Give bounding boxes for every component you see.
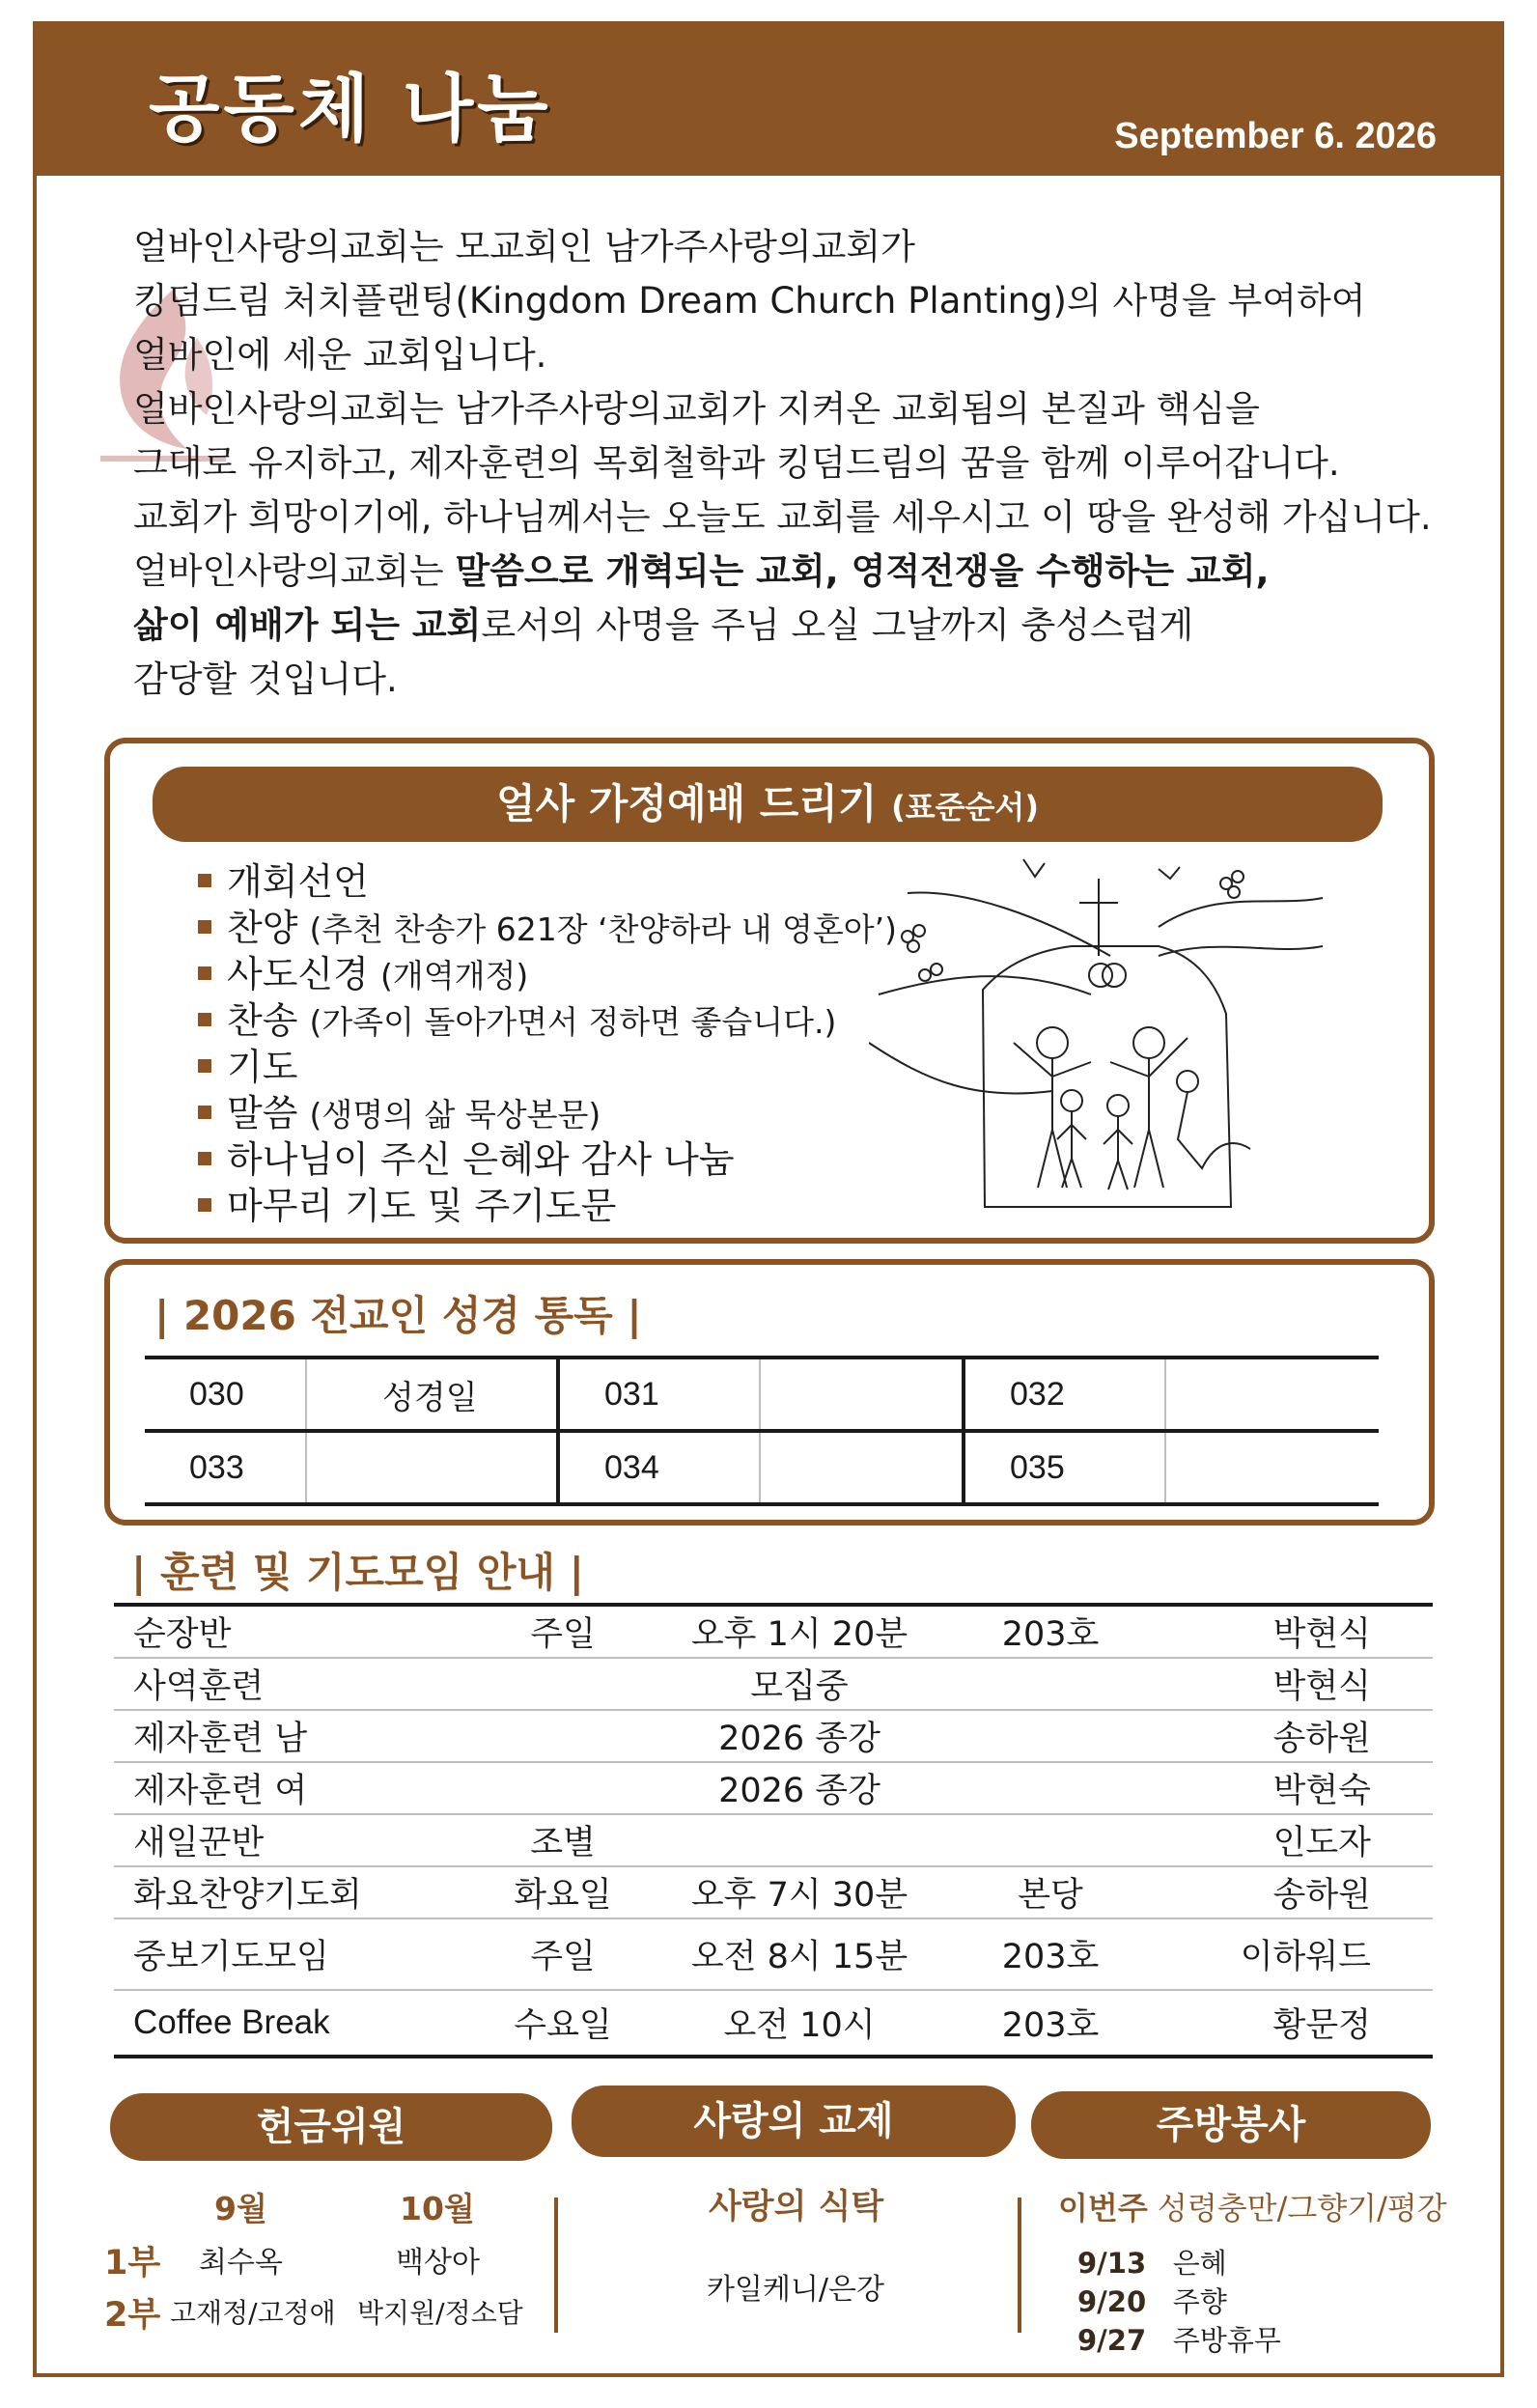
- table-cell: [1165, 1431, 1379, 1504]
- intro-text-plain: 얼바인사랑의교회는: [133, 550, 456, 592]
- table-cell: [964, 1710, 1137, 1762]
- family-worship-title: [153, 767, 1383, 842]
- bible-reading-table: [145, 1356, 1379, 1506]
- table-cell: 송하원: [1137, 1866, 1433, 1918]
- offering-service-1: 1부: [104, 2244, 161, 2282]
- intro-line: 얼바인에 세운 교회입니다.: [133, 334, 547, 376]
- intro-line: 교회가 희망이기에, 하나님께서는 오늘도 교회를 세우시고 이 땅을 완성해 가십니다.: [133, 496, 1432, 538]
- intro-text-bold: 말씀으로 개혁되는 교회, 영적전쟁을 수행하는 교회,: [455, 550, 1270, 592]
- table-cell: 화요찬양기도회: [114, 1866, 490, 1918]
- list-item: [1077, 2242, 1227, 2282]
- table-cell: 모집중: [635, 1658, 964, 1710]
- worship-item-label: 개회선언: [227, 860, 369, 903]
- table-cell: 박현식: [1137, 1605, 1433, 1658]
- worship-order-list: [198, 859, 897, 1230]
- bullet-icon: [198, 1106, 211, 1119]
- table-cell: 033: [145, 1431, 306, 1504]
- family-worship-title-sub: (표준순서): [891, 789, 1039, 826]
- page-date: September 6. 2026: [1114, 116, 1437, 156]
- love-title: 사랑의 교제: [572, 2086, 1016, 2157]
- table-cell: 인도자: [1137, 1814, 1433, 1866]
- offering-name: 최수옥: [199, 2246, 283, 2280]
- table-cell: 중보기도모임: [114, 1918, 490, 1990]
- bible-reading-title: | 2026 전교인 성경 통독 |: [154, 1292, 642, 1339]
- table-cell: 032: [964, 1358, 1165, 1431]
- table-row: [114, 1814, 1433, 1866]
- list-item: [1077, 2319, 1281, 2359]
- list-item: [198, 859, 897, 906]
- kitchen-date: 9/20: [1077, 2285, 1147, 2318]
- table-cell: 화요일: [490, 1866, 635, 1918]
- table-cell: 성경일: [306, 1358, 558, 1431]
- kitchen-this-week-label: 이번주: [1058, 2190, 1148, 2226]
- bullet-icon: [198, 1198, 211, 1212]
- table-cell: 송하원: [1137, 1710, 1433, 1762]
- intro-line: 킹덤드림 처치플랜팅(Kingdom Dream Church Planting)의 사명을 부여하여: [133, 280, 1366, 322]
- bullet-icon: [198, 1013, 211, 1026]
- table-row: [114, 1918, 1433, 1990]
- intro-line: [133, 599, 1466, 653]
- table-cell: 제자훈련 여: [114, 1762, 490, 1814]
- table-cell: 031: [558, 1358, 760, 1431]
- table-cell: [490, 1710, 635, 1762]
- church-family-illustration: [869, 850, 1332, 1217]
- table-cell: [964, 1762, 1137, 1814]
- list-item: [198, 1184, 897, 1230]
- bullet-icon: [198, 874, 211, 887]
- kitchen-title: 주방봉사: [1031, 2091, 1431, 2159]
- love-value: 카일케니/은강: [707, 2273, 884, 2307]
- table-row: [114, 1866, 1433, 1918]
- kitchen-name: 은혜: [1172, 2247, 1227, 2280]
- table-row: [145, 1358, 1379, 1431]
- table-cell: 주일: [490, 1918, 635, 1990]
- table-cell: [306, 1431, 558, 1504]
- training-table: [114, 1603, 1433, 2058]
- table-cell: 오후 7시 30분: [635, 1866, 964, 1918]
- list-item: [198, 952, 897, 998]
- table-cell: [1165, 1358, 1379, 1431]
- divider: [1018, 2198, 1021, 2333]
- page-title: 공동체 나눔: [149, 66, 552, 152]
- table-cell: 203호: [964, 1605, 1137, 1658]
- bullet-icon: [198, 1152, 211, 1165]
- worship-item-label: 하나님이 주신 은혜와 감사 나눔: [227, 1138, 735, 1181]
- table-cell: 새일꾼반: [114, 1814, 490, 1866]
- offering-name: 백상아: [396, 2246, 480, 2280]
- table-cell: [635, 1814, 964, 1866]
- list-item: [198, 1091, 897, 1137]
- table-cell: Coffee Break: [114, 1990, 490, 2057]
- list-item: [1077, 2281, 1227, 2320]
- table-cell: 이하워드: [1137, 1918, 1433, 1990]
- list-item: [198, 998, 897, 1045]
- worship-item-label: 찬양: [227, 907, 298, 949]
- kitchen-name: 주방휴무: [1172, 2324, 1281, 2357]
- intro-text-plain: 로서의 사명을 주님 오실 그날까지 충성스럽게: [481, 604, 1194, 646]
- table-cell: 조별: [490, 1814, 635, 1866]
- offering-title: 헌금위원: [110, 2093, 552, 2161]
- table-cell: 순장반: [114, 1605, 490, 1658]
- table-cell: 주일: [490, 1605, 635, 1658]
- table-cell: 030: [145, 1358, 306, 1431]
- table-cell: [490, 1658, 635, 1710]
- offering-month-oct: 10월: [400, 2190, 475, 2227]
- kitchen-date: 9/13: [1077, 2247, 1147, 2280]
- kitchen-date: 9/27: [1077, 2324, 1147, 2357]
- worship-item-label: 기도: [227, 1046, 298, 1088]
- intro-line: [133, 545, 1466, 599]
- worship-item-label: 마무리 기도 및 주기도문: [227, 1185, 617, 1227]
- list-item: [198, 1137, 897, 1184]
- kitchen-name: 주향: [1172, 2285, 1227, 2318]
- table-row: [145, 1431, 1379, 1504]
- table-row: [114, 1710, 1433, 1762]
- worship-item-note: (추천 찬송가 621장 ‘찬양하라 내 영혼아’): [309, 910, 897, 948]
- table-cell: 사역훈련: [114, 1658, 490, 1710]
- table-cell: [760, 1358, 964, 1431]
- intro-text: [133, 220, 1466, 707]
- table-cell: [964, 1658, 1137, 1710]
- bullet-icon: [198, 1059, 211, 1073]
- table-row: [114, 1990, 1433, 2057]
- table-cell: 035: [964, 1431, 1165, 1504]
- table-cell: 수요일: [490, 1990, 635, 2057]
- table-cell: 박현숙: [1137, 1762, 1433, 1814]
- table-cell: 황문정: [1137, 1990, 1433, 2057]
- intro-line: 얼바인사랑의교회는 남가주사랑의교회가 지켜온 교회됨의 본질과 핵심을: [133, 388, 1260, 430]
- table-cell: 박현식: [1137, 1658, 1433, 1710]
- table-cell: 2026 종강: [635, 1710, 964, 1762]
- offering-name: 고재정/고정애: [170, 2297, 336, 2329]
- bullet-icon: [198, 966, 211, 980]
- worship-item-label: 찬송: [227, 999, 298, 1042]
- worship-item-note: (개역개정): [379, 957, 529, 994]
- table-cell: 오전 8시 15분: [635, 1918, 964, 1990]
- intro-line: 얼바인사랑의교회는 모교회인 남가주사랑의교회가: [133, 226, 915, 267]
- worship-item-label: 말씀: [227, 1092, 298, 1134]
- kitchen-this-week-value: 성령충만/그향기/평강: [1157, 2190, 1447, 2226]
- intro-line: 감당할 것입니다.: [133, 658, 398, 700]
- table-cell: [760, 1431, 964, 1504]
- table-cell: 본당: [964, 1866, 1137, 1918]
- training-title: | 훈련 및 기도모임 안내 |: [131, 1549, 584, 1596]
- offering-month-sep: 9월: [214, 2190, 267, 2227]
- kitchen-this-week: [1058, 2184, 1447, 2228]
- divider: [554, 2198, 558, 2333]
- table-cell: 제자훈련 남: [114, 1710, 490, 1762]
- table-cell: 오전 10시: [635, 1990, 964, 2057]
- worship-item-note: (생명의 삶 묵상본문): [309, 1096, 601, 1134]
- worship-item-note: (가족이 돌아가면서 정하면 좋습니다.): [309, 1003, 837, 1041]
- table-cell: 034: [558, 1431, 760, 1504]
- intro-text-bold: 삶이 예배가 되는 교회: [133, 604, 482, 646]
- table-row: [114, 1605, 1433, 1658]
- page-header: [33, 21, 1504, 176]
- list-item: [198, 906, 897, 952]
- offering-service-2: 2부: [104, 2296, 161, 2335]
- table-cell: 203호: [964, 1918, 1137, 1990]
- offering-name: 박지원/정소담: [357, 2297, 523, 2329]
- intro-line: 그대로 유지하고, 제자훈련의 목회철학과 킹덤드림의 꿈을 함께 이루어갑니다.: [133, 442, 1340, 484]
- bullet-icon: [198, 920, 211, 934]
- table-cell: 203호: [964, 1990, 1137, 2057]
- love-subtitle: 사랑의 식탁: [709, 2188, 884, 2226]
- table-row: [114, 1762, 1433, 1814]
- table-row: [114, 1658, 1433, 1710]
- table-cell: 2026 종강: [635, 1762, 964, 1814]
- worship-item-label: 사도신경: [227, 953, 369, 995]
- table-cell: [490, 1762, 635, 1814]
- table-cell: [964, 1814, 1137, 1866]
- table-cell: 오후 1시 20분: [635, 1605, 964, 1658]
- family-worship-title-text: 얼사 가정예배 드리기: [496, 780, 878, 827]
- list-item: [198, 1045, 897, 1091]
